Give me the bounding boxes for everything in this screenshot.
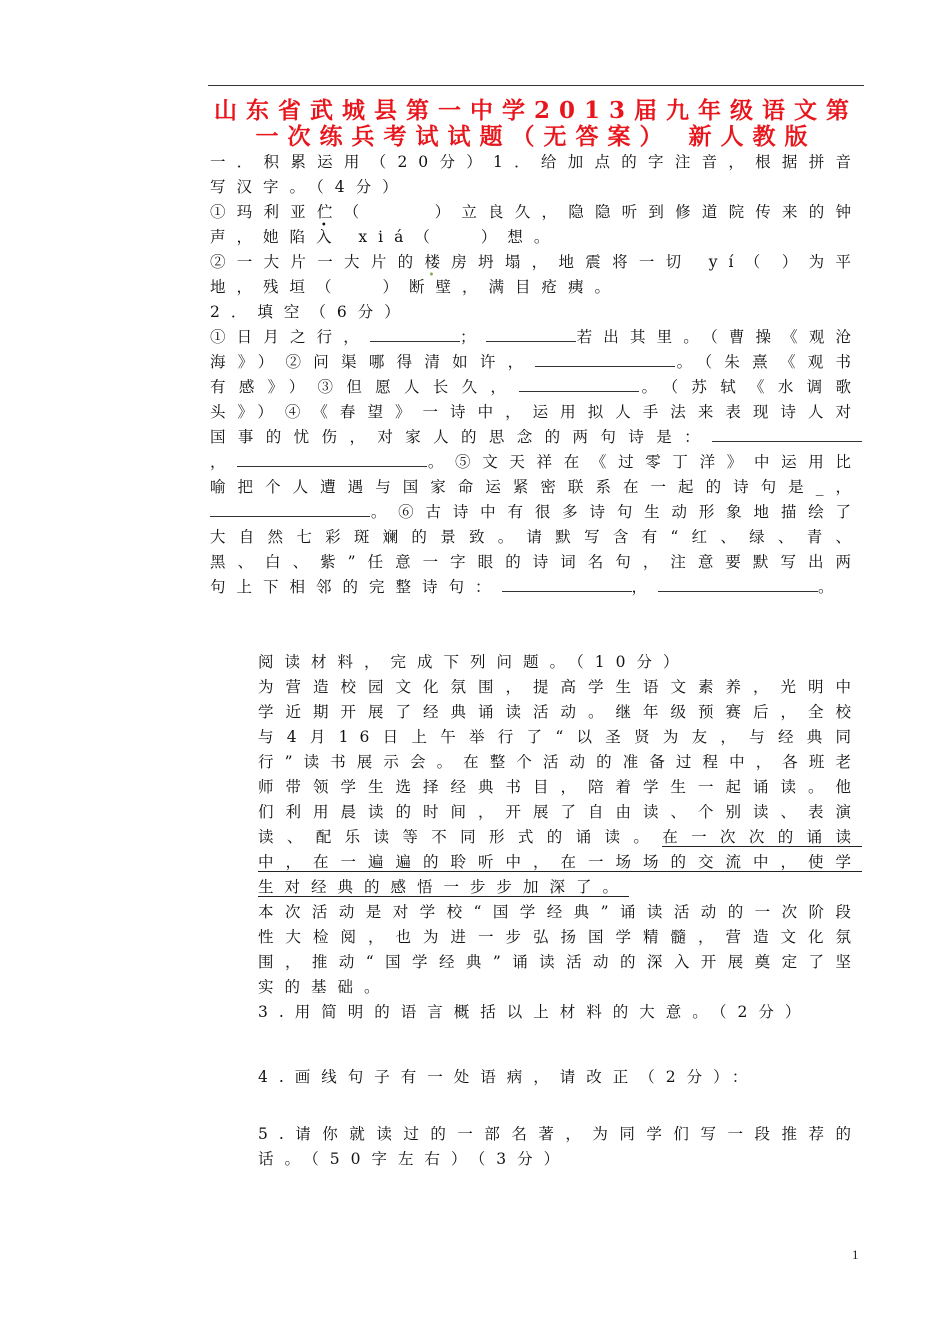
underlined-sentence: 在一次次的诵读中，在一遍遍的聆听中，在一场场的交流中，使学生对经典的感悟一步步加深了。 (258, 828, 862, 896)
q1b-text: ②一大片一大片的 (210, 253, 425, 271)
q1a-text: ①玛利亚 (210, 203, 317, 221)
reading-p1-text: 为营造校园文化氛围，提高学生语文素养，光明中学近期开展了经典诵读活动。继年级预赛后，全校与4月16日上午举行了“以圣贤为友，与经典同行”读书展示会。在整个活动的准备过程中，各班老师带领学生选择经典书目，陪着学生一起诵读。他们利用晨读的时间，开展了自由读、个别读、表演读、配乐读等不同形式的诵读。 (258, 678, 862, 846)
q4-answer-space[interactable] (210, 1090, 862, 1122)
reading-heading: 阅读材料，完成下列问题。（10分） (258, 653, 690, 671)
q2-item3: 。（苏轼《水调歌头》）④《春望》一诗中，运用拟人手法来表现诗人对国事的忧伤，对家人的思念的两句诗是： (210, 378, 862, 446)
section-one-intro: 一．积累运用（20分）1．给加点的字注音，根据拼音写汉字。（4分） (210, 153, 862, 196)
reading-paragraph-1 (210, 675, 862, 900)
reading-paragraph-2: 本次活动是对学校“国学经典”诵读活动的一次阶段性大检阅，也为进一步弘扬国学精髓，营造文化氛围，推动“国学经典”诵读活动的深入开展奠定了坚实的基础。 (258, 903, 862, 996)
section-one (210, 150, 862, 600)
q2-item5: ， (631, 578, 659, 596)
q2-blank-9[interactable] (658, 577, 818, 592)
header-rule (208, 85, 864, 86)
q2-blank-3[interactable] (535, 352, 675, 367)
q2-item2: 。（朱熹《观书有感》）③但愿人长久， (210, 353, 862, 396)
q2-blank-5[interactable] (712, 427, 862, 442)
q2-item4: _， (815, 478, 862, 496)
q1a-rest: ）立良久，隐隐听到修道院传来的钟声，她陷入 xiá（ (210, 203, 862, 246)
question-5: 5.请你就读过的一部名著，为同学们写一段推荐的话。（50字左右）（3分） (258, 1125, 862, 1168)
q2-blank-7[interactable] (210, 502, 370, 517)
q2-blank-1[interactable] (370, 327, 460, 342)
section-reading (210, 650, 862, 1172)
question-1b (210, 250, 862, 300)
q1b-rest: 房坍塌，地震将一切 yí（ (451, 253, 772, 271)
question-2-body (210, 325, 862, 600)
q1a-end: ）想。 (480, 228, 561, 246)
question-1a (210, 200, 862, 250)
q2-item3-rest: 。⑤文天祥在《过零丁洋》中运用比喻把个人遭遇与国家命运紧密联系在一起的诗句是 (210, 453, 862, 496)
q2-item3-sep: ， (210, 453, 238, 471)
q2-item1-rest: 若出其里。（曹操《观沧海》）②问渠哪得清如许， (210, 328, 862, 371)
q2-blank-4[interactable] (519, 377, 639, 392)
q2-item4-rest: 。⑥古诗中有很多诗句生动形象地描绘了大自然七彩斑斓的景致。请默写含有“红、绿、青、黑、白、紫”任意一字眼的诗词名句，注意要默写出两句上下相邻的完整诗句： (210, 503, 862, 596)
q2-item1: ①日月之行， (210, 328, 370, 346)
question-4: 4.画线句子有一处语病，请改正（2分）： (258, 1068, 759, 1086)
q1a-dotted-char: 伫 (316, 203, 344, 221)
question-2-heading: 2．填空（6分） (210, 303, 411, 321)
q1a-paren-open: （ (343, 203, 371, 221)
q2-item5-end: 。 (818, 578, 845, 596)
q2-item1-sep: ； (459, 328, 487, 346)
page-number: 1 (852, 1247, 859, 1262)
q2-blank-2[interactable] (486, 327, 576, 342)
q1b-dotted-char: 楼 (424, 253, 452, 271)
q1b-end: ）断壁，满目疮痍。 (382, 278, 622, 296)
document-title: 山东省武城县第一中学2013届九年级语文第一次练兵考试试题（无答案） 新人教版 (213, 97, 858, 150)
q2-blank-6[interactable] (237, 452, 427, 467)
q3-answer-space[interactable] (210, 1025, 862, 1065)
q1b-rest2: ）为平地，残垣（ (210, 253, 862, 296)
q2-blank-8[interactable] (502, 577, 632, 592)
question-3: 3.用简明的语言概括以上材料的大意。（2分） (258, 1003, 812, 1021)
